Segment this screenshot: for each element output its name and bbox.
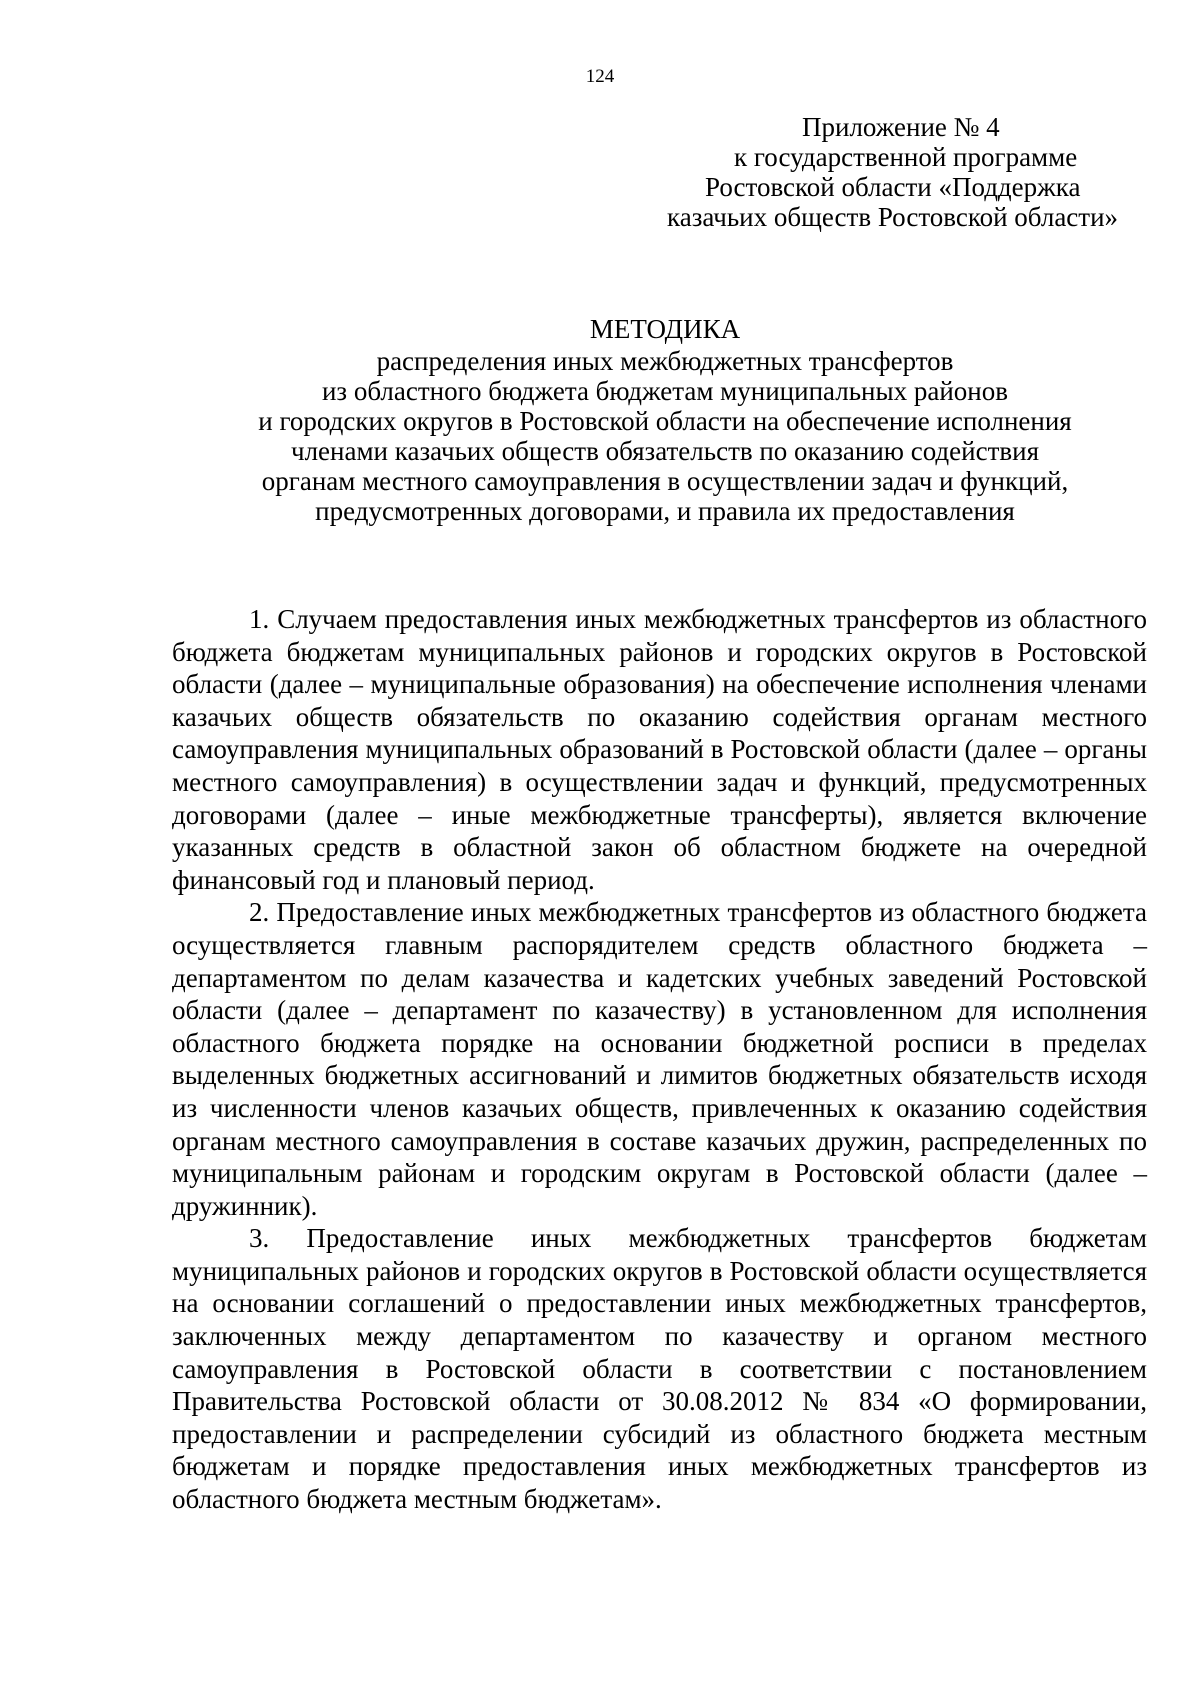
appendix-line-3: Ростовской области «Поддержка	[705, 172, 1081, 202]
title-line-5: органам местного самоуправления в осуществлении задач и функций,	[261, 466, 1069, 496]
appendix-line-4: казачьих обществ Ростовской области»	[667, 202, 1119, 232]
title-heading: МЕТОДИКА	[589, 314, 741, 344]
paragraph-2: 2. Предоставление иных межбюджетных трансфертов из областного бюджета осуществляется главным распорядителем средств областного бюджета – департаментом по делам казачества и кадетских учебных заведений Ростовской области (далее – департамент по казачеству) в установленном для исполнения областного бюджета порядке на основании бюджетной росписи в пределах выделенных бюджетных ассигнований и лимитов бюджетных обязательств исходя из численности членов казачьих обществ, привлеченных к оказанию содействия органам местного самоуправления в составе казачьих дружин, распределенных по муниципальным районам и городским округам в Ростовской области (далее – дружинник).	[172, 897, 1147, 1221]
appendix-header	[640, 112, 1200, 232]
page-number: 124	[585, 66, 615, 87]
title-line-4: членами казачьих обществ обязательств по оказанию содействия	[291, 436, 1039, 466]
document-body	[172, 603, 1147, 1516]
title-line-1: распределения иных межбюджетных трансфертов	[376, 346, 954, 376]
paragraph-3: 3. Предоставление иных межбюджетных трансфертов бюджетам муниципальных районов и городских округов в Ростовской области осуществляется на основании соглашений о предоставлении иных межбюджетных трансфертов, заключенных между департаментом по казачеству и органом местного самоуправления в Ростовской области в соответствии с постановлением Правительства Ростовской области от 30.08.2012 № 834 «О формировании, предоставлении и распределении субсидий из областного бюджета местным бюджетам и порядке предоставления иных межбюджетных трансфертов из областного бюджета местным бюджетам».	[172, 1223, 1147, 1515]
appendix-line-1: Приложение № 4	[802, 112, 1000, 142]
title-line-2: из областного бюджета бюджетам муниципальных районов	[321, 376, 1008, 406]
title-line-6: предусмотренных договорами, и правила их предоставления	[315, 496, 1015, 526]
document-title	[100, 314, 1200, 526]
paragraph-1: 1. Случаем предоставления иных межбюджетных трансфертов из областного бюджета бюджетам муниципальных районов и городских округов в Ростовской области (далее – муниципальные образования) на обеспечение исполнения членами казачьих обществ обязательств по оказанию содействия органам местного самоуправления муниципальных образований в Ростовской области (далее – органы местного самоуправления) в осуществлении задач и функций, предусмотренных договорами (далее – иные межбюджетные трансферты), является включение указанных средств в областной закон об областном бюджете на очередной финансовый год и плановый период.	[172, 604, 1147, 895]
appendix-line-2: к государственной программе	[734, 142, 1078, 172]
title-line-3: и городских округов в Ростовской области на обеспечение исполнения	[258, 406, 1072, 436]
